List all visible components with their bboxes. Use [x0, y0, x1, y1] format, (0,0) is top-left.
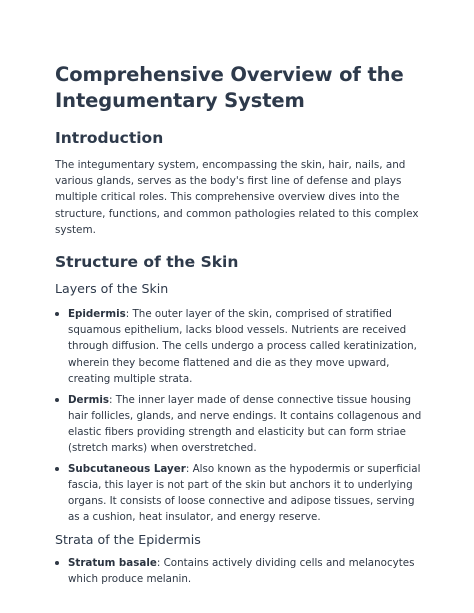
document-page — [55, 62, 427, 592]
structure-heading: Structure of the Skin — [55, 253, 239, 272]
bullet-icon — [55, 467, 59, 471]
document-title: Comprehensive Overview of the Integumentary System — [55, 63, 404, 112]
strata-list — [55, 555, 427, 587]
list-item — [55, 461, 427, 526]
bullet-icon — [55, 398, 59, 402]
list-item-text: : Contains actively dividing cells and melanocytes which produce melanin. — [68, 556, 415, 585]
list-item — [55, 555, 427, 587]
bullet-icon — [55, 561, 59, 565]
list-item-text: : The outer layer of the skin, comprised of stratified squamous epithelium, lacks blood vessels. Nutrients are received through diffusion. The cells undergo a process called keratinization, wherein they become flattened and die as they move upward, creating multiple strata. — [68, 308, 417, 385]
strata-subheading: Strata of the Epidermis — [55, 531, 201, 547]
list-item-text: : Also known as the hypodermis or superficial fascia, this layer is not part of the skin but anchors it to underlying organs. It consists of loose connective and adipose tissues, serving as a cushion, heat insulator, and energy reserve. — [68, 462, 421, 524]
list-item-text: : The inner layer made of dense connective tissue housing hair follicles, glands, and nerve endings. It contains collagenous and elastic fibers providing strength and elasticity but can form striae (stretch marks) when overstretched. — [68, 393, 422, 455]
list-item-term: Epidermis — [68, 308, 126, 321]
list-item-term: Subcutaneous Layer — [68, 462, 186, 475]
list-item-term: Stratum basale — [68, 556, 157, 569]
layers-subheading: Layers of the Skin — [55, 281, 169, 297]
layers-list — [55, 306, 427, 526]
list-item — [55, 306, 427, 387]
introduction-heading: Introduction — [55, 129, 164, 147]
list-item-term: Dermis — [68, 393, 109, 406]
introduction-paragraph: The integumentary system, encompassing the skin, hair, nails, and various glands, serves as the body's first line of defense and plays multiple critical roles. This comprehensive overview dives into the structure, functions, and common pathologies related to this complex system. — [55, 159, 419, 236]
list-item — [55, 392, 427, 457]
bullet-icon — [55, 312, 59, 316]
